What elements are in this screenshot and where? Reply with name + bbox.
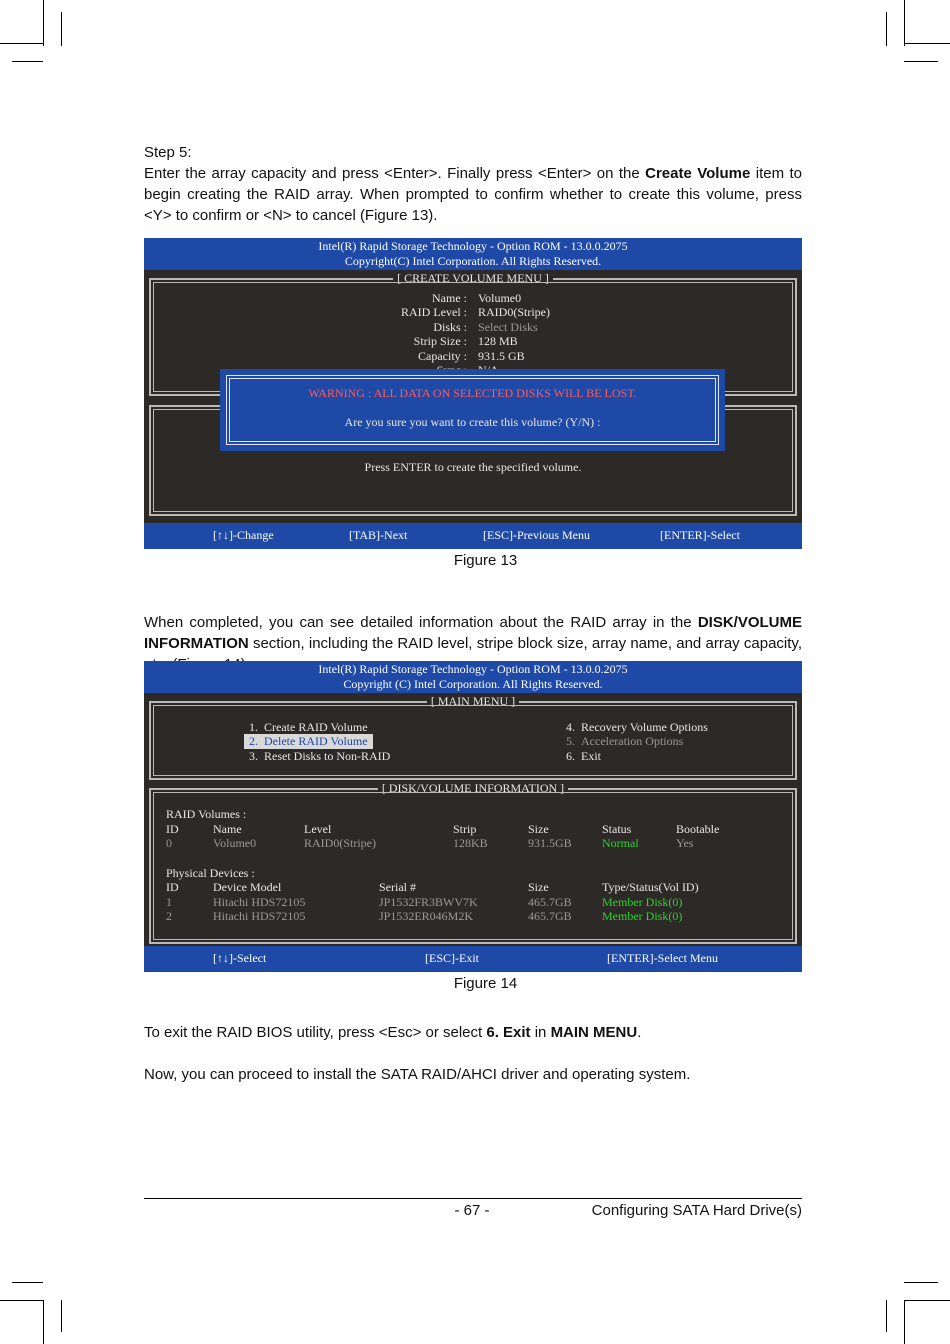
crop-mark — [12, 1282, 43, 1283]
step-heading: Step 5: — [144, 144, 192, 161]
key-select: [ENTER]-Select — [660, 528, 740, 542]
column-header: Device Model — [213, 880, 282, 894]
crop-mark — [904, 1300, 950, 1301]
name-value[interactable]: Volume0 — [478, 291, 522, 305]
crop-mark — [0, 43, 43, 44]
column-header: ID — [166, 822, 179, 836]
volume-id: 0 — [166, 836, 172, 850]
field-label: Capacity : — [418, 349, 467, 363]
main-menu-frame — [149, 694, 797, 780]
device-type-status: Member Disk(0) — [602, 895, 683, 909]
create-volume-menu-title: [ CREATE VOLUME MENU ] — [393, 271, 553, 285]
bios-header: Intel(R) Rapid Storage Technology - Option ROM - 13.0.0.2075 Copyright (C) Intel Corporation. All Rights Reserved. — [144, 661, 802, 693]
menu-item-reset-disks[interactable]: 3. Reset Disks to Non-RAID — [249, 749, 391, 763]
column-header: Bootable — [676, 822, 720, 836]
crop-mark — [43, 0, 44, 46]
exit-note: To exit the RAID BIOS utility, press <Esc> or select 6. Exit in MAIN MENU. — [144, 1024, 642, 1041]
key-help-bar — [144, 523, 802, 549]
crop-mark — [43, 1300, 44, 1344]
device-serial: JP1532FR3BWV7K — [379, 895, 478, 909]
figure-14-screen — [144, 661, 802, 972]
volume-size: 931.5GB — [528, 836, 572, 850]
device-model: Hitachi HDS72105 — [213, 909, 306, 923]
device-id: 1 — [166, 895, 172, 909]
disk-volume-info-frame — [149, 781, 797, 944]
completed-instructions: When completed, you can see detailed information about the RAID array in the DISK/VOLUME INFORMATION section, including the RAID level, stripe block size, array name, and array capacity, — [144, 614, 802, 652]
raid-level-value[interactable]: RAID0(Stripe) — [478, 305, 550, 319]
capacity-value[interactable]: 931.5 GB — [478, 349, 525, 363]
menu-item-acceleration-options[interactable]: 5. Acceleration Options — [566, 734, 684, 748]
volume-level: RAID0(Stripe) — [304, 836, 376, 850]
column-header: Status — [602, 822, 632, 836]
disk-volume-info-title: [ DISK/VOLUME INFORMATION ] — [378, 781, 568, 795]
device-model: Hitachi HDS72105 — [213, 895, 306, 909]
main-menu-title: [ MAIN MENU ] — [427, 694, 519, 708]
key-previous-menu: [ESC]-Previous Menu — [483, 528, 590, 542]
field-label: Name : — [432, 291, 467, 305]
footer-rule — [144, 1198, 802, 1199]
key-next: [TAB]-Next — [349, 528, 408, 542]
key-help-bar — [144, 946, 802, 972]
menu-item-create-raid-volume[interactable]: 1. Create RAID Volume — [249, 720, 368, 734]
disks-value[interactable]: Select Disks — [478, 320, 538, 334]
device-id: 2 — [166, 909, 172, 923]
volume-strip: 128KB — [453, 836, 488, 850]
menu-item-delete-raid-volume[interactable]: 2. Delete RAID Volume — [244, 734, 373, 749]
figure-14-caption: Figure 14 — [453, 975, 518, 992]
volume-name: Volume0 — [213, 836, 257, 850]
crop-mark — [904, 1300, 905, 1344]
strip-size-value[interactable]: 128 MB — [478, 334, 518, 348]
device-serial: JP1532ER046M2K — [379, 909, 474, 923]
menu-item-exit[interactable]: 6. Exit — [566, 749, 601, 763]
crop-mark — [0, 1300, 43, 1301]
page-number: - 67 - — [454, 1202, 490, 1219]
menu-item-recovery-volume-options[interactable]: 4. Recovery Volume Options — [566, 720, 708, 734]
crop-mark — [12, 61, 43, 62]
column-header: Size — [528, 822, 549, 836]
key-exit: [ESC]-Exit — [425, 951, 479, 965]
crop-mark — [61, 12, 62, 46]
column-header: Size — [528, 880, 549, 894]
column-header: Serial # — [379, 880, 416, 894]
device-type-status: Member Disk(0) — [602, 909, 683, 923]
step-instructions: Enter the array capacity and press <Enter>. Finally press <Enter> on the Create Volume item to begin creating the RAID array. When prompted to confirm whether to create this volume, press <Y> to confirm or <N> to cancel (Figure 13). — [144, 165, 802, 224]
raid-volumes-heading: RAID Volumes : — [166, 807, 247, 821]
column-header: Strip — [453, 822, 477, 836]
crop-mark — [61, 1300, 62, 1332]
crop-mark — [886, 12, 887, 46]
crop-mark — [886, 1300, 887, 1332]
key-select-menu: [ENTER]-Select Menu — [607, 951, 718, 965]
proceed-note: Now, you can proceed to install the SATA RAID/AHCI driver and operating system. — [144, 1066, 691, 1083]
help-text: Press ENTER to create the specified volume. — [364, 460, 582, 474]
column-header: Type/Status(Vol ID) — [602, 880, 699, 894]
device-size: 465.7GB — [528, 895, 572, 909]
volume-bootable: Yes — [676, 836, 694, 850]
column-header: Name — [213, 822, 242, 836]
confirm-prompt[interactable]: Are you sure you want to create this volume? (Y/N) : — [344, 415, 601, 429]
figure-13-screen — [144, 238, 802, 549]
footer-section-title: Configuring SATA Hard Drive(s) — [591, 1202, 802, 1219]
device-size: 465.7GB — [528, 909, 572, 923]
figure-13-caption: Figure 13 — [453, 552, 518, 569]
field-label: Strip Size : — [413, 334, 467, 348]
confirm-dialog — [220, 369, 725, 451]
key-change: [↑↓]-Change — [213, 528, 274, 542]
field-label: RAID Level : — [401, 305, 467, 319]
column-header: Level — [304, 822, 332, 836]
key-select: [↑↓]-Select — [213, 951, 267, 965]
crop-mark — [904, 43, 950, 44]
crop-mark — [904, 1282, 938, 1283]
field-label: Disks : — [433, 320, 467, 334]
physical-devices-heading: Physical Devices : — [166, 866, 255, 880]
crop-mark — [904, 0, 905, 46]
warning-text: WARNING : ALL DATA ON SELECTED DISKS WILL BE LOST. — [308, 386, 637, 400]
crop-mark — [904, 61, 938, 62]
bios-header: Intel(R) Rapid Storage Technology - Option ROM - 13.0.0.2075 Copyright(C) Intel Corporation. All Rights Reserved. — [144, 238, 802, 270]
volume-status: Normal — [602, 836, 639, 850]
column-header: ID — [166, 880, 179, 894]
